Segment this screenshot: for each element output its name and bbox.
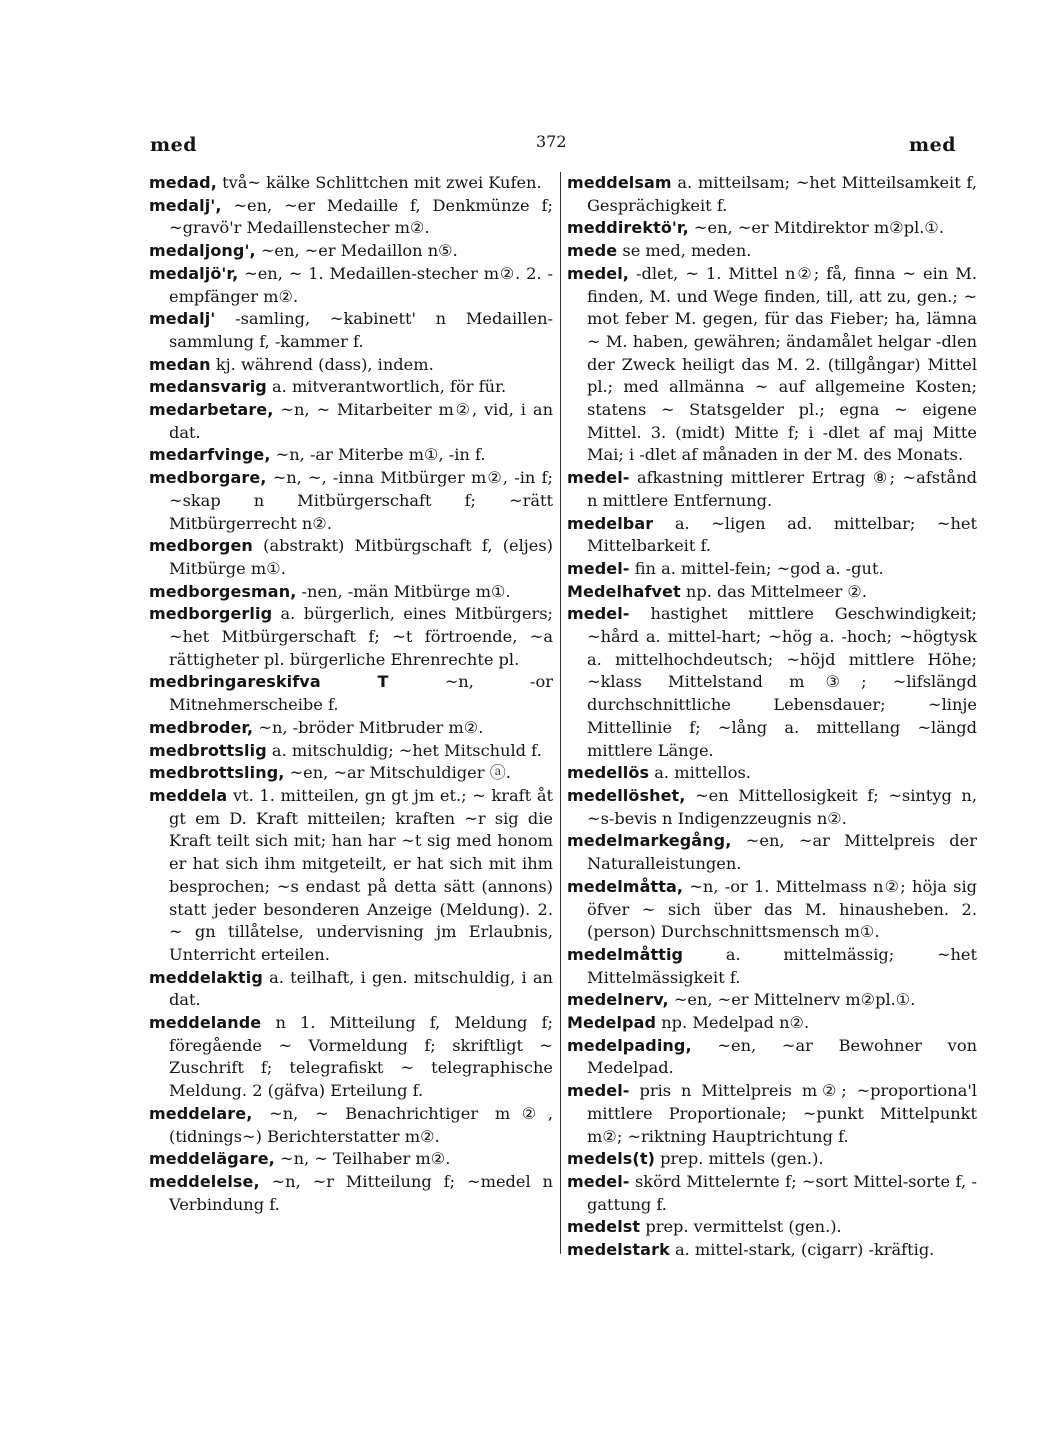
entry-headword: medelnerv, bbox=[567, 990, 669, 1010]
entry-definition: ~n, -ar Miterbe m①, -in f. bbox=[275, 445, 486, 465]
entry-headword: medarbetare, bbox=[149, 400, 274, 420]
dictionary-entry bbox=[149, 1103, 553, 1148]
entry-headword: medalj', bbox=[149, 195, 222, 215]
entry-headword: medaljö'r, bbox=[149, 263, 239, 283]
entry-definition: a. teilhaft, i gen. mitschuldig, i an dat. bbox=[169, 967, 553, 1010]
entry-definition: np. Medelpad n②. bbox=[661, 1013, 810, 1033]
entry-definition: fin a. mittel-fein; ~god a. -gut. bbox=[634, 558, 884, 578]
entry-definition: n 1. Mitteilung f, Meldung f; föregående ~ Vormeldung f; skriftligt ~ Zuschrift f; telegrafiskt ~ telegraphische Meldung. 2 (gäfva) Erteilung f. bbox=[169, 1013, 553, 1101]
entry-headword: Medelhafvet bbox=[567, 581, 681, 601]
entry-headword: medel- bbox=[567, 1081, 630, 1101]
entry-headword: medel, bbox=[567, 263, 629, 283]
dictionary-entry bbox=[567, 989, 977, 1012]
dictionary-entry bbox=[567, 876, 977, 944]
entry-headword: medansvarig bbox=[149, 377, 267, 397]
entry-definition: ~en, ~ 1. Medaillen-stecher m②. 2. -empfänger m②. bbox=[169, 263, 553, 306]
entry-definition: ~n, -or Mitnehmerscheibe f. bbox=[169, 672, 553, 715]
entry-definition: skörd Mittelernte f; ~sort Mittel-sorte f, -gattung f. bbox=[587, 1171, 977, 1214]
entry-definition: -dlet, ~ 1. Mittel n②; få, finna ~ ein M. finden, M. und Wege finden, till, att zu, gen.; ~ mot feber M. gegen, für das Fieber; ha, lämna ~ M. haben, gewähren; ändamålet helgar -dlen der Zweck heiligt das M. 2. (tillgångar) Mittel pl.; med allmänna ~ auf allgemeine Kosten; statens ~ Statsgelder pl.; egna ~ eigene Mittel. 3. (midt) Mitte f; i -dlet af maj Mitte Mai; i -dlet af månaden in der M. des Monats. bbox=[587, 263, 977, 465]
entry-headword: medbringareskifva T bbox=[149, 672, 389, 692]
dictionary-entry bbox=[567, 1080, 977, 1148]
dictionary-entry bbox=[567, 467, 977, 512]
entry-headword: medborgen bbox=[149, 536, 253, 556]
dictionary-entry bbox=[567, 172, 977, 217]
entry-headword: Medelpad bbox=[567, 1013, 657, 1033]
dictionary-entry bbox=[149, 967, 553, 1012]
dictionary-entry bbox=[567, 1035, 977, 1080]
entry-definition: ~en, ~er Medaillon n⑤. bbox=[260, 241, 458, 261]
dictionary-entry bbox=[567, 1216, 977, 1239]
dictionary-entry bbox=[149, 603, 553, 671]
entry-definition: prep. mittels (gen.). bbox=[660, 1149, 824, 1169]
dictionary-entry bbox=[567, 217, 977, 240]
entry-definition: prep. vermittelst (gen.). bbox=[645, 1217, 842, 1237]
entry-headword: medel- bbox=[567, 604, 630, 624]
dictionary-entry bbox=[567, 581, 977, 604]
entry-definition: ~en, ~er Medaille f, Denkmünze f; ~gravö'r Medaillenstecher m②. bbox=[169, 195, 553, 238]
entry-headword: medelmåttig bbox=[567, 944, 684, 964]
entry-headword: meddela bbox=[149, 785, 228, 805]
entry-headword: medel- bbox=[567, 468, 630, 488]
entry-definition: np. das Mittelmeer ②. bbox=[685, 581, 868, 601]
dictionary-entry bbox=[567, 1148, 977, 1171]
dictionary-entry bbox=[149, 444, 553, 467]
dictionary-entry bbox=[567, 785, 977, 830]
left-column bbox=[149, 172, 553, 1216]
dictionary-entry bbox=[567, 263, 977, 467]
entry-headword: medborgesman, bbox=[149, 581, 297, 601]
dictionary-entry bbox=[567, 513, 977, 558]
dictionary-entry bbox=[567, 1171, 977, 1216]
entry-definition: hastighet mittlere Geschwindigkeit; ~hård a. mittel-hart; ~hög a. -hoch; ~högtysk a. mittelhochdeutsch; ~höjd mittlere Höhe; ~klass Mittelstand m③; ~lifslängd durchschnittliche Lebensdauer; ~linje Mittellinie f; ~lång a. mittellang ~längd mittlere Länge. bbox=[587, 604, 977, 760]
dictionary-entry bbox=[567, 762, 977, 785]
entry-definition: a. ~ligen ad. mittelbar; ~het Mittelbarkeit f. bbox=[587, 513, 977, 556]
entry-definition: se med, meden. bbox=[622, 241, 752, 261]
entry-headword: meddelare, bbox=[149, 1103, 253, 1123]
dictionary-entry bbox=[149, 308, 553, 353]
column-divider bbox=[560, 172, 561, 1254]
entry-definition: ~n, ~ Benachrichtiger m②, (tidnings~) Berichterstatter m②. bbox=[169, 1103, 553, 1146]
dictionary-entry bbox=[149, 1012, 553, 1103]
entry-definition: kj. während (dass), indem. bbox=[215, 354, 434, 374]
entry-headword: medellös bbox=[567, 763, 650, 783]
entry-definition: -samling, ~kabinett' n Medaillen-sammlung f, -kammer f. bbox=[169, 309, 553, 351]
dictionary-entry bbox=[149, 1171, 553, 1216]
entry-definition: ~en, ~er Mittelnerv m②pl.①. bbox=[673, 990, 916, 1010]
entry-definition: ~en, ~er Mitdirektor m②pl.①. bbox=[693, 218, 945, 238]
entry-definition: ~n, -bröder Mitbruder m②. bbox=[258, 717, 484, 737]
entry-definition: (abstrakt) Mitbürgschaft f, (eljes) Mitbürge m①. bbox=[169, 536, 553, 578]
entry-headword: medelmåtta, bbox=[567, 876, 684, 896]
entry-definition: ~n, ~ Teilhaber m②. bbox=[280, 1149, 451, 1169]
dictionary-entry bbox=[567, 558, 977, 581]
entry-definition: ~en, ~ar Bewohner von Medelpad. bbox=[587, 1035, 977, 1078]
dictionary-entry bbox=[149, 581, 553, 604]
entry-headword: medelmarkegång, bbox=[567, 831, 732, 851]
entry-definition: ~en Mittellosigkeit f; ~sintyg n, ~s-bevis n Indigenzzeugnis n②. bbox=[587, 785, 977, 828]
dictionary-entry bbox=[149, 399, 553, 444]
entry-definition: ~en, ~ar Mittelpreis der Naturalleistungen. bbox=[587, 831, 977, 874]
entry-headword: meddelaktig bbox=[149, 967, 263, 987]
running-head-right: med bbox=[909, 134, 956, 156]
entry-headword: medbroder, bbox=[149, 717, 254, 737]
dictionary-entry bbox=[149, 172, 553, 195]
entry-definition: ~n, ~, -inna Mitbürger m②, -in f; ~skap n Mitbürgerschaft f; ~rätt Mitbürgerrecht n②. bbox=[169, 468, 553, 533]
entry-definition: a. bürgerlich, eines Mitbürgers; ~het Mitbürgerschaft f; ~t förtroende, ~a rättigheter pl. bürgerliche Ehrenrechte pl. bbox=[169, 604, 553, 669]
entry-definition: ~en, ~ar Mitschuldiger ⓐ. bbox=[289, 763, 511, 783]
entry-headword: medelbar bbox=[567, 513, 654, 533]
entry-definition: ~n, ~ Mitarbeiter m②, vid, i an dat. bbox=[169, 400, 554, 442]
dictionary-entry bbox=[567, 240, 977, 263]
dictionary-entry bbox=[149, 195, 553, 240]
entry-definition: två~ kälke Schlittchen mit zwei Kufen. bbox=[222, 173, 542, 192]
entry-headword: medborgare, bbox=[149, 468, 267, 488]
entry-headword: medelst bbox=[567, 1217, 641, 1237]
dictionary-entry bbox=[149, 467, 553, 535]
entry-headword: medad, bbox=[149, 173, 217, 192]
dictionary-entry bbox=[149, 740, 553, 763]
entry-definition: vt. 1. mitteilen, gn gt jm et.; ~ kraft åt gt em D. Kraft mitteilen; kraften ~r sig die Kraft teilt sich mit; han har ~t sig med honom er hat sich ihm mitgeteilt, er hat sich mit ihm besprochen; ~s endast på detta sätt (annons) statt jeder besonderen Anzeige (Meldung). 2. ~ gn tillåtelse, undervisning jm Erlaubnis, Unterricht erteilen. bbox=[169, 785, 553, 964]
right-column bbox=[567, 172, 977, 1262]
entry-headword: medarfvinge, bbox=[149, 445, 271, 465]
entry-headword: medelstark bbox=[567, 1240, 670, 1260]
entry-headword: meddelelse, bbox=[149, 1171, 260, 1191]
dictionary-entry bbox=[567, 830, 977, 875]
dictionary-entry bbox=[149, 717, 553, 740]
dictionary-entry bbox=[567, 603, 977, 762]
entry-definition: pris n Mittelpreis m②; ~proportiona'l mittlere Proportionale; ~punkt Mittelpunkt m②; ~riktning Hauptrichtung f. bbox=[587, 1081, 977, 1146]
running-head-left: med bbox=[150, 134, 197, 156]
entry-headword: medellöshet, bbox=[567, 785, 686, 805]
entry-definition: -nen, -män Mitbürge m①. bbox=[301, 581, 511, 601]
entry-headword: medborgerlig bbox=[149, 604, 273, 624]
entry-definition: ~n, ~r Mitteilung f; ~medel n Verbindung f. bbox=[169, 1171, 553, 1214]
dictionary-entry bbox=[149, 1148, 553, 1171]
entry-headword: medbrottslig bbox=[149, 740, 267, 760]
entry-definition: a. mitschuldig; ~het Mitschuld f. bbox=[271, 740, 542, 760]
entry-headword: medaljong', bbox=[149, 241, 256, 261]
dictionary-entry bbox=[149, 762, 553, 785]
entry-definition: a. mittelmässig; ~het Mittelmässigkeit f. bbox=[587, 944, 977, 987]
dictionary-entry bbox=[567, 1239, 977, 1262]
entry-definition: a. mittellos. bbox=[654, 763, 751, 783]
entry-headword: medel- bbox=[567, 1171, 630, 1191]
dictionary-entry bbox=[149, 376, 553, 399]
entry-headword: medalj' bbox=[149, 309, 216, 329]
entry-headword: medel- bbox=[567, 558, 630, 578]
dictionary-entry bbox=[149, 671, 553, 716]
dictionary-entry bbox=[567, 1012, 977, 1035]
entry-definition: a. mitverantwortlich, för für. bbox=[272, 377, 507, 397]
entry-definition: a. mitteilsam; ~het Mitteilsamkeit f, Gesprächigkeit f. bbox=[587, 173, 977, 215]
dictionary-entry bbox=[149, 785, 553, 967]
dictionary-entry bbox=[567, 944, 977, 989]
entry-headword: meddelsam bbox=[567, 173, 672, 192]
entry-headword: medan bbox=[149, 354, 211, 374]
page-number: 372 bbox=[536, 132, 567, 151]
entry-headword: medelpading, bbox=[567, 1035, 692, 1055]
entry-headword: meddelande bbox=[149, 1013, 262, 1033]
entry-headword: medbrottsling, bbox=[149, 763, 285, 783]
entry-headword: mede bbox=[567, 241, 618, 261]
dictionary-entry bbox=[149, 240, 553, 263]
entry-headword: medels(t) bbox=[567, 1149, 656, 1169]
entry-definition: ~n, -or 1. Mittelmass n②; höja sig öfver ~ sich über das M. hinausheben. 2. (person) Durchschnittsmensch m①. bbox=[587, 876, 977, 942]
entry-definition: afkastning mittlerer Ertrag ⑧; ~afstånd n mittlere Entfernung. bbox=[587, 468, 977, 510]
entry-definition: a. mittel-stark, (cigarr) -kräftig. bbox=[674, 1240, 935, 1260]
entry-headword: meddelägare, bbox=[149, 1149, 275, 1169]
entry-headword: meddirektö'r, bbox=[567, 218, 689, 238]
dictionary-entry bbox=[149, 263, 553, 308]
dictionary-entry bbox=[149, 535, 553, 580]
dictionary-entry bbox=[149, 354, 553, 377]
